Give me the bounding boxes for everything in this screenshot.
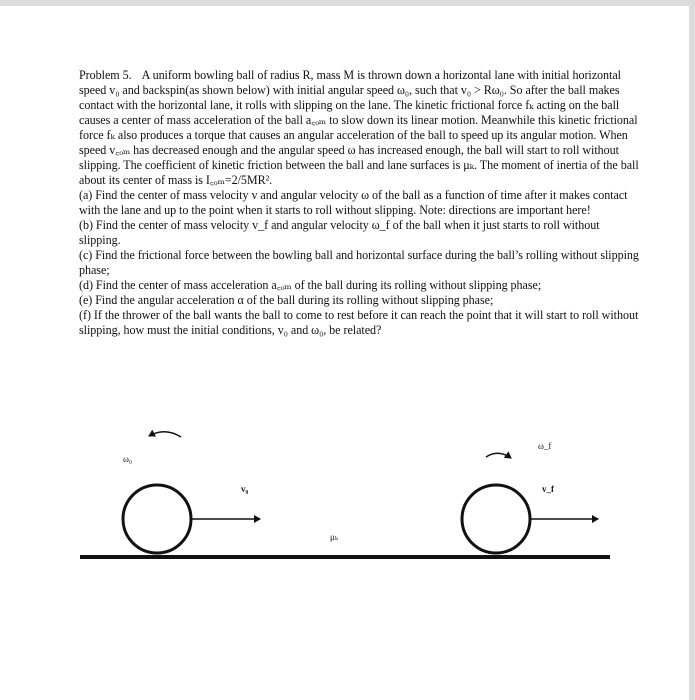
problem-statement: A uniform bowling ball of radius R, mass M is thrown down a horizontal lane with initial horizontal speed v₀ and backspin(as shown below) with initial angular speed ω₀, such that v₀ > Rω₀. So after the ball makes contact with the horizontal lane, it rolls with slipping on the lane. The kinetic frictional force fₖ acting on the ball causes a center of mass acceleration of the ball a꜀ₒₘ to slow down its linear motion. Meanwhile this kinetic frictional force fₖ also produces a torque that causes an angular acceleration of the ball to speed up its angular motion. When speed v꜀ₒₘ has decreased enough and the angular speed ω has increased enough, the ball will start to roll without slipping. The coefficient of kinetic friction between the ball and lane surfaces is μₖ. The moment of inertia of the ball about its center of mass is I꜀ₒₘ=2/5MR². — [79, 68, 639, 187]
part-e: (e) Find the angular acceleration α of the ball during its rolling without slipping phase; — [79, 293, 494, 307]
vf-label: v_f — [542, 484, 554, 494]
part-c: (c) Find the frictional force between the bowling ball and horizontal surface during the ball’s rolling without slipping phase; — [79, 248, 639, 277]
part-d: (d) Find the center of mass acceleration a꜀ₒₘ of the ball during its rolling without slipping phase; — [79, 278, 542, 292]
omega0-arrow — [149, 432, 181, 437]
problem-title: Problem 5. — [79, 68, 132, 82]
part-f: (f) If the thrower of the ball wants the ball to come to rest before it can reach the point that it will start to roll without slipping, how must the initial conditions, v₀ and ω₀, be related? — [79, 308, 639, 337]
mu-k-label: μₖ — [330, 532, 339, 542]
omegaf-arrow — [486, 453, 511, 458]
v0-label: v₀ — [241, 484, 249, 494]
ball-initial — [123, 485, 191, 553]
omega0-label: ω₀ — [123, 454, 133, 464]
part-a: (a) Find the center of mass velocity v and angular velocity ω of the ball as a function of time after it makes contact with the lane and up to the point when it starts to roll without slipping. Note: directions are important here! — [79, 188, 628, 217]
part-b: (b) Find the center of mass velocity v_f and angular velocity ω_f of the ball when it just starts to roll without slipping. — [79, 218, 600, 247]
ball-final — [462, 485, 530, 553]
omegaf-label: ω_f — [538, 441, 552, 451]
